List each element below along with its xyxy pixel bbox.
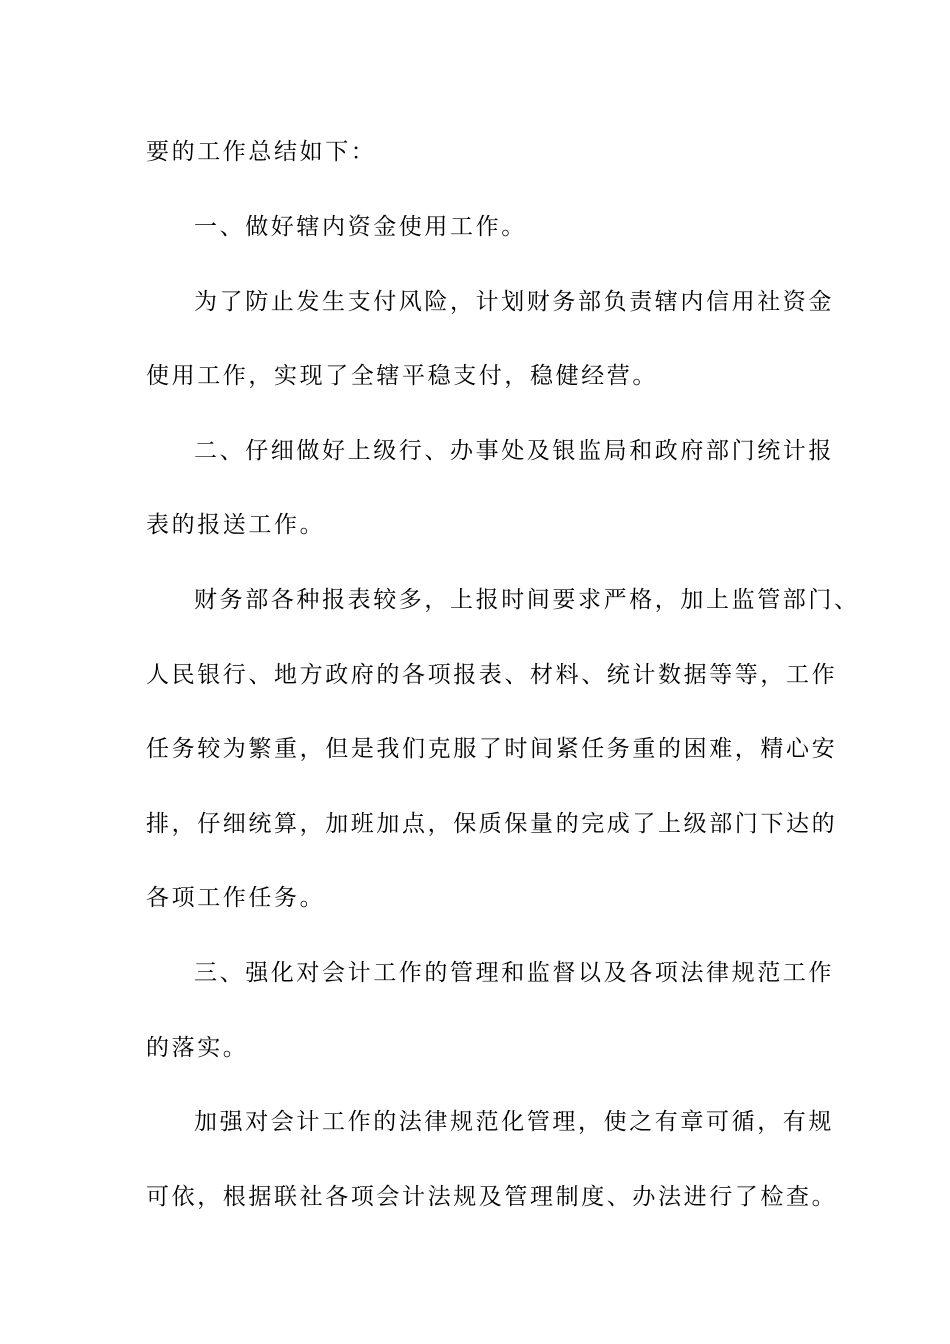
heading-section-1: 一、做好辖内资金使用工作。 xyxy=(194,214,527,240)
text-line-6: 表的报送工作。 xyxy=(146,512,326,538)
text-line-14: 加强对会计工作的法律规范化管理，使之有章可循，有规 xyxy=(194,1109,834,1135)
text-line-11: 各项工作任务。 xyxy=(146,885,326,911)
text-line-8: 人民银行、地方政府的各项报表、材料、统计数据等等，工作 xyxy=(146,662,838,688)
text-line-4: 使用工作，实现了全辖平稳支付，稳健经营。 xyxy=(146,363,658,389)
text-line-3: 为了防止发生支付风险，计划财务部负责辖内信用社资金 xyxy=(194,289,834,315)
heading-section-3: 三、强化对会计工作的管理和监督以及各项法律规范工作 xyxy=(194,960,834,986)
heading-section-2: 二、仔细做好上级行、办事处及银监局和政府部门统计报 xyxy=(194,438,834,464)
text-line-9: 任务较为繁重，但是我们克服了时间紧任务重的困难，精心安 xyxy=(146,736,838,762)
text-line-15: 可依，根据联社各项会计法规及管理制度、办法进行了检查。 xyxy=(146,1184,838,1210)
text-line-1: 要的工作总结如下： xyxy=(146,139,377,165)
text-line-13: 的落实。 xyxy=(146,1035,249,1061)
text-line-7: 财务部各种报表较多，上报时间要求严格，加上监管部门、 xyxy=(194,587,860,613)
text-line-10: 排，仔细统算，加班加点，保质保量的完成了上级部门下达的 xyxy=(146,811,838,837)
